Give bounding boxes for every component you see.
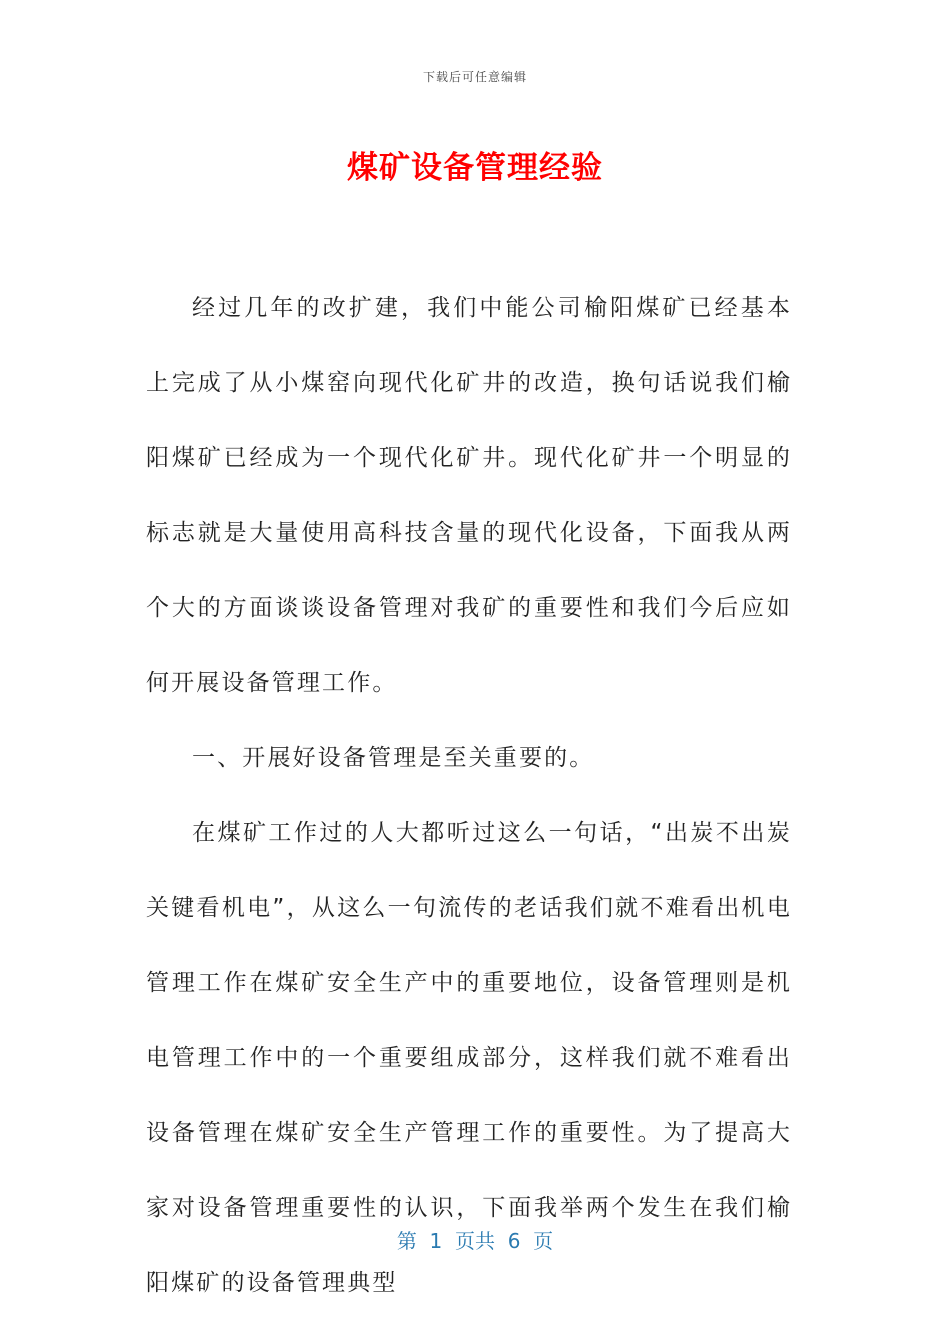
paragraph-section-heading: 一、开展好设备管理是至关重要的。 [192,745,595,771]
paragraph-intro: 经过几年的改扩建，我们中能公司榆阳煤矿已经基本上完成了从小煤窑向现代化矿井的改造，换句话说我们榆阳煤矿已经成为一个现代化矿井。现代化矿井一个明显的标志就是大量使用高科技含量的现代化设备，下面我从两个大的方面谈谈设备管理对我矿的重要性和我们今后应如何开展设备管理工作。 [146,295,792,696]
document-body [146,271,792,1321]
header-note: 下载后可任意编辑 [422,70,527,84]
paragraph-body: 在煤矿工作过的人大都听过这么一句话，“出炭不出炭关键看机电”，从这么一句流传的老话我们就不难看出机电管理工作在煤矿安全生产中的重要地位，设备管理则是机电管理工作中的一个重要组成部分，这样我们就不难看出设备管理在煤矿安全生产管理工作的重要性。为了提高大家对设备管理重要性的认识，下面我举两个发生在我们榆阳煤矿的设备管理典型 [146,820,792,1296]
document-title: 煤矿设备管理经验 [347,150,603,186]
page-number-footer: 第 1 页共 6 页 [396,1229,554,1253]
